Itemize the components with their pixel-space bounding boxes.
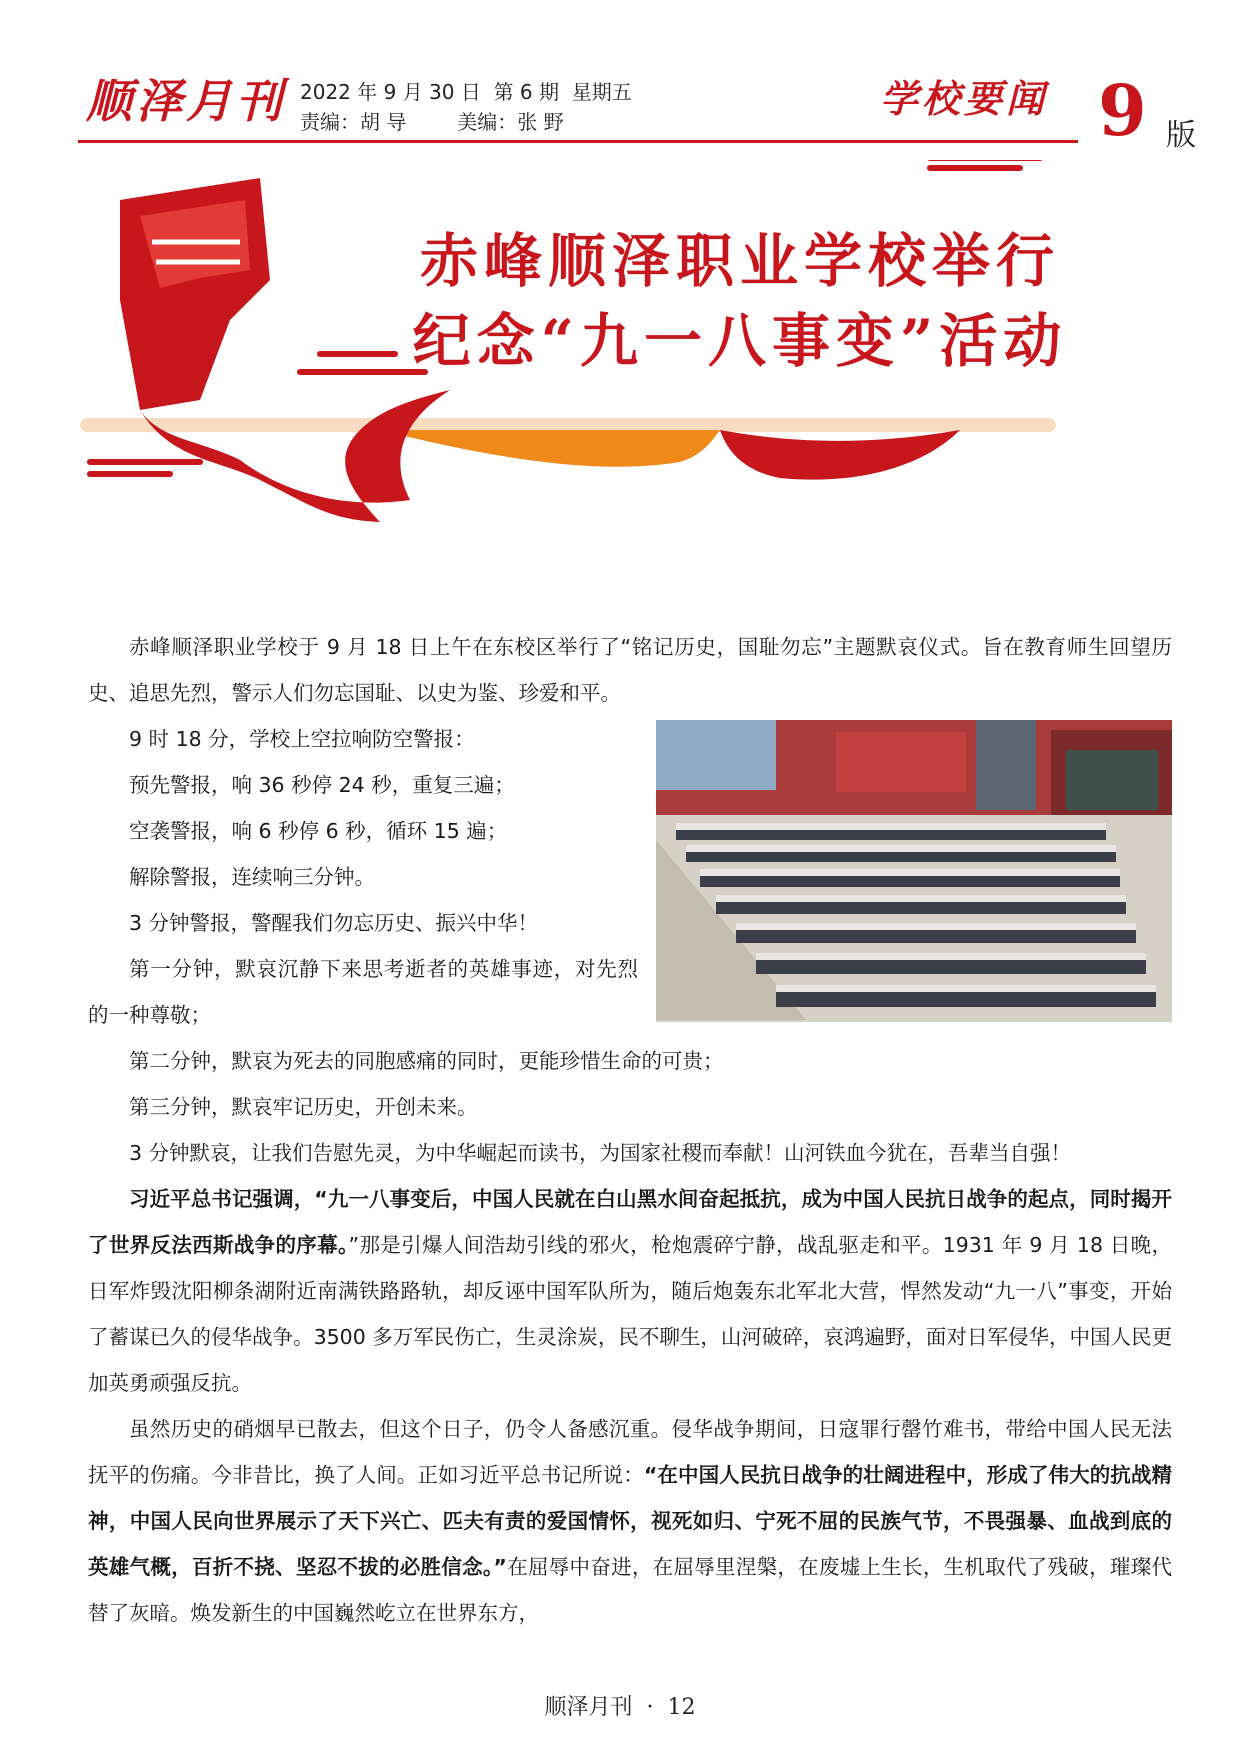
article-paragraph: 第二分钟，默哀为死去的同胞感痛的同时，更能珍惜生命的可贵；: [129, 1049, 724, 1073]
quote-bold: “在中国人民抗日战争的壮阔进程中，形成了伟大的抗战精神，中国人民向世界展示了天下兴亡、匹夫有责的爱国情怀，视死如归、宁死不屈的民族气节，不畏强暴、血战到底的英雄气概，百折不挠、坚忍不拔的必胜信念。”: [88, 1463, 1172, 1579]
article-paragraph: 3 分钟警报，警醒我们勿忘历史、振兴中华！: [129, 911, 539, 935]
article-paragraph: [88, 1406, 1172, 1636]
page-footer: 顺泽月刊 · 12: [544, 1695, 696, 1720]
paragraph-text: ”那是引爆人间浩劫引线的邪火，枪炮震碎宁静，战乱驱走和平。1931 年 9 月 18 日晚，日军炸毁沈阳柳条湖附近南满铁路路轨，却反诬中国军队所为，随后炮轰东北军北大营，悍然发动“九一八”事变，开始了蓄谋已久的侵华战争。3500 多万军民伤亡，生灵涂炭，民不聊生，山河破碎，哀鸿遍野，面对日军侵华，中国人民更加英勇顽强反抗。: [88, 1233, 1173, 1395]
article-paragraph: 3 分钟默哀，让我们告慰先灵，为中华崛起而读书，为国家社稷而奉献！山河铁血今犹在，吾辈当自强！: [129, 1141, 1072, 1165]
banner-red-wave: [720, 430, 960, 480]
quote-bold: 习近平总书记强调，“九一八事变后，中国人民就在白山黑水间奋起抵抗，成为中国人民抗日战争的起点，同时揭开了世界反法西斯战争的序幕。: [88, 1187, 1172, 1257]
headline-line-2: 纪念“九一八事变”活动: [412, 307, 1068, 375]
article-paragraph: 解除警报，连续响三分钟。: [129, 865, 375, 889]
article-paragraph: 空袭警报，响 6 秒停 6 秒，循环 15 遍；: [129, 819, 508, 843]
page-unit: 版: [1166, 118, 1196, 153]
article-paragraph: 9 时 18 分，学校上空拉响防空警报：: [129, 727, 475, 751]
issue-info: 2022 年 9 月 30 日 第 6 期 星期五: [300, 80, 632, 104]
masthead-title: 顺泽月刊: [86, 74, 286, 128]
page-number: 9: [1098, 69, 1147, 152]
article-body: [88, 624, 1172, 1636]
editor-info: 责编：胡 导 美编：张 野: [300, 110, 564, 134]
banner-orange-wave: [380, 430, 720, 467]
article-paragraph: [88, 1176, 1172, 1406]
article-paragraph: 第一分钟，默哀沉静下来思考逝者的英雄事迹，对先烈的一种尊敬；: [88, 957, 638, 1027]
headline-banner: [80, 160, 1180, 600]
article-paragraph: 赤峰顺泽职业学校于 9 月 18 日上午在东校区举行了“铭记历史，国耻勿忘”主题默哀仪式。旨在教育师生回望历史、追思先烈，警示人们勿忘国耻、以史为鉴、珍爱和平。: [88, 635, 1172, 705]
banner-cream-band: [80, 418, 1056, 432]
assembly-photo: [656, 720, 1172, 1022]
paragraph-text: 在屈辱中奋进，在屈辱里涅槃，在废墟上生长，生机取代了残破，璀璨代替了灰暗。焕发新生的中国巍然屹立在世界东方，: [88, 1555, 1172, 1625]
headline-line-1: 赤峰顺泽职业学校举行: [419, 227, 1060, 295]
section-title: 学校要闻: [880, 76, 1049, 121]
paragraph-text: 虽然历史的硝烟早已散去，但这个日子，仍令人备感沉重。侵华战争期间，日寇罪行罄竹难书，带给中国人民无法抚平的伤痛。今非昔比，换了人间。正如习近平总书记所说：: [88, 1417, 1172, 1487]
article-paragraph: 第三分钟，默哀牢记历史，开创未来。: [129, 1095, 478, 1119]
article-paragraph: 预先警报，响 36 秒停 24 秒，重复三遍；: [129, 773, 515, 797]
header-rule: [78, 140, 1078, 143]
